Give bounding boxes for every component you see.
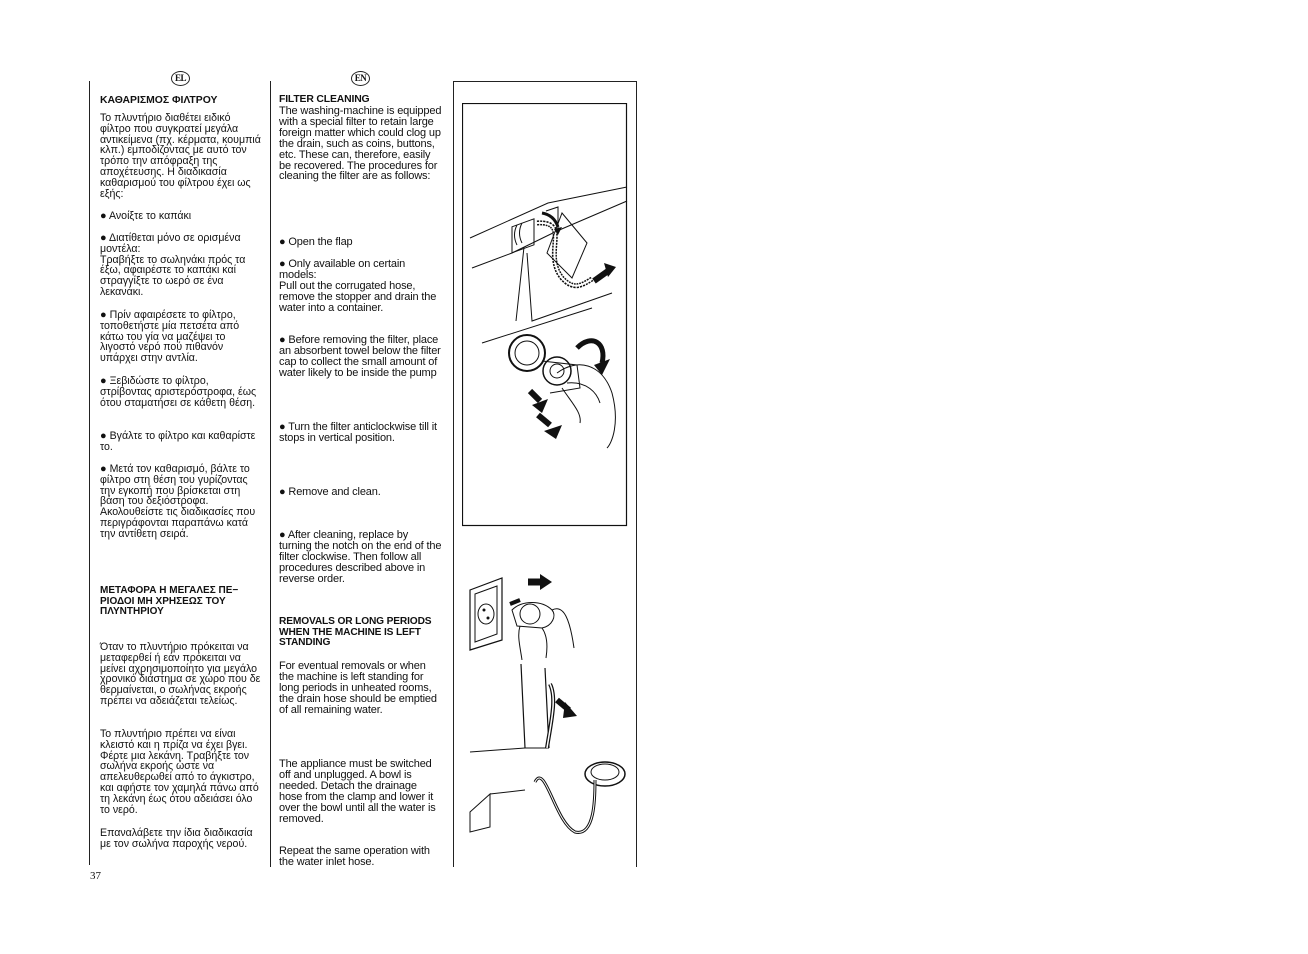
english-para-3: Repeat the same operation with the water inlet hose. bbox=[279, 845, 430, 868]
column-divider-right bbox=[453, 81, 454, 867]
drain-hose-illustration bbox=[465, 662, 630, 837]
english-step-5: ● Remove and clean. bbox=[279, 486, 381, 498]
bullet-icon: ● bbox=[100, 210, 107, 222]
english-title-2: REMOVALS OR LONG PERIODS WHEN THE MACHINE IS LEFT STANDING bbox=[279, 616, 432, 649]
greek-step-4: ● Ξεβιδώστε το φίλτρο, στρίβοντας αριστερόστροφα, έως ότου σταματήσει σε κάθετη θέση. bbox=[100, 375, 257, 409]
bullet-icon: ● bbox=[100, 375, 107, 387]
greek-step-1: ● Ανοίξτε το καπάκι bbox=[100, 210, 192, 222]
bullet-icon: ● bbox=[279, 334, 286, 346]
bullet-icon: ● bbox=[279, 529, 286, 541]
bullet-icon: ● bbox=[100, 463, 107, 475]
unplug-illustration bbox=[462, 570, 582, 660]
lang-badge-en: EN bbox=[351, 71, 370, 86]
english-step-1: ● Open the flap bbox=[279, 236, 353, 248]
greek-step-3: ● Πρίν αφαιρέσετε το φίλτρο, τοποθετήστε μία πετσέτα από κάτω του γία να μαζέψει το λιγοστό νερό πού πιθανόν υπάρχει στην αντλία. bbox=[100, 309, 240, 365]
bullet-icon: ● bbox=[279, 258, 286, 270]
column-divider-far-right bbox=[636, 81, 637, 867]
greek-para-1: Όταν το πλυντήριο πρόκειται να μεταφερθεί ή εάν πρόκειται να μείνει αχρησιμοποίητο για μεγάλο χρονικό διάστημα σε χώρο που δε θερμαίνεται, ο σωλήνας εκροής πρέπει να αδειάζεται τελείως. bbox=[100, 641, 261, 707]
greek-title: ΚΑΘΑΡΙΣΜΟΣ ΦΙΛΤΡΟΥ bbox=[100, 95, 218, 106]
top-rule bbox=[453, 81, 636, 82]
page-number: 37 bbox=[90, 870, 101, 882]
bullet-icon: ● bbox=[279, 421, 286, 433]
english-step-3: ● Before removing the filter, place an absorbent towel below the filter cap to collect the small amount of water likely to be inside the pump bbox=[279, 334, 441, 379]
greek-step-2: ● Διατίθεται μόνο σε ορισμένα μοντέλα: Τραβήξτε το σωληνάκι πρός τα έξω, αφαιρέστε το καπάκι καί στραγγίξτε το ωερό σε ένα λεκανάκι. bbox=[100, 232, 246, 298]
bullet-icon: ● bbox=[279, 236, 286, 248]
english-step-6: ● After cleaning, replace by turning the notch on the end of the filter clockwise. Then follow all procedures described above in reverse order. bbox=[279, 529, 442, 585]
english-step-4: ● Turn the filter anticlockwise till it stops in vertical position. bbox=[279, 421, 437, 444]
bullet-icon: ● bbox=[279, 486, 286, 498]
english-step-2: ● Only available on certain models: Pull out the corrugated hose, remove the stopper and drain the water into a container. bbox=[279, 258, 437, 314]
bullet-icon: ● bbox=[100, 232, 107, 244]
english-para-1: For eventual removals or when the machine is left standing for long periods in unheated rooms, the drain hose should be emptied of all remaining water. bbox=[279, 660, 437, 716]
greek-para-2: Το πλυντήριο πρέπει να είναι κλειστό και η πρίζα να έχει βγει. Φέρτε μια λεκάνη. Τραβήξτε τον σωλήνα εκροής ώστε να απελευθερωθεί από το άγκιστρο, και αφήστε τον χαμηλά πάνω από τη λεκάνη έως ότου αδειάσει όλο το νερό. bbox=[100, 728, 259, 816]
filter-cleaning-illustration bbox=[462, 103, 628, 527]
greek-step-5: ● Βγάλτε το φίλτρο και καθαρίστε το. bbox=[100, 430, 256, 453]
column-divider-left bbox=[89, 81, 90, 865]
greek-step-6: ● Μετά τον καθαρισμό, βάλτε το φίλτρο στη θέση του γυρίζοντας την εγκοπή που βρίσκεται στη βάση του δεξιόστροφα. Ακολουθείστε τις διαδικασίες που περιγράφονται παραπάνω κατά την αντίθετη σειρά. bbox=[100, 463, 256, 540]
greek-para-3: Επαναλάβετε την ίδια διαδικασία με τον σωλήνα παροχής νερού. bbox=[100, 827, 253, 850]
greek-intro: Το πλυντήριο διαθέτει ειδικό φίλτρο που συγκρατεί μεγάλα αντικείμενα (πχ. κέρματα, κουμπιά κλπ.) εμποδίζοντας με αυτό τον τρόπο την απόφραξη της αποχέτευσης. Η διαδικασία καθαρισμού του φίλτρου έχει ως εξής: bbox=[100, 112, 261, 200]
english-title: FILTER CLEANING bbox=[279, 94, 370, 105]
lang-badge-el: EL bbox=[171, 71, 190, 86]
bullet-icon: ● bbox=[100, 309, 107, 321]
english-intro: The washing-machine is equipped with a special filter to retain large foreign matter which could clog up the drain, such as coins, buttons, etc. These can, therefore, easily be recovered. The procedures for cleaning the filter are as follows: bbox=[279, 105, 442, 183]
column-divider-middle bbox=[270, 81, 271, 867]
greek-title-2: ΜΕΤΑΦΟΡΑ Η ΜΕΓΑΛΕΣ ΠΕ− ΡΙΟΔΟΙ ΜΗ ΧΡΗΣΕΩΣ ΤΟΥ ΠΛΥΝΤΗΡΙΟΥ bbox=[100, 585, 239, 618]
bullet-icon: ● bbox=[100, 430, 107, 442]
english-para-2: The appliance must be switched off and unplugged. A bowl is needed. Detach the drainage hose from the clamp and lower it over the bowl until all the water is removed. bbox=[279, 758, 436, 825]
